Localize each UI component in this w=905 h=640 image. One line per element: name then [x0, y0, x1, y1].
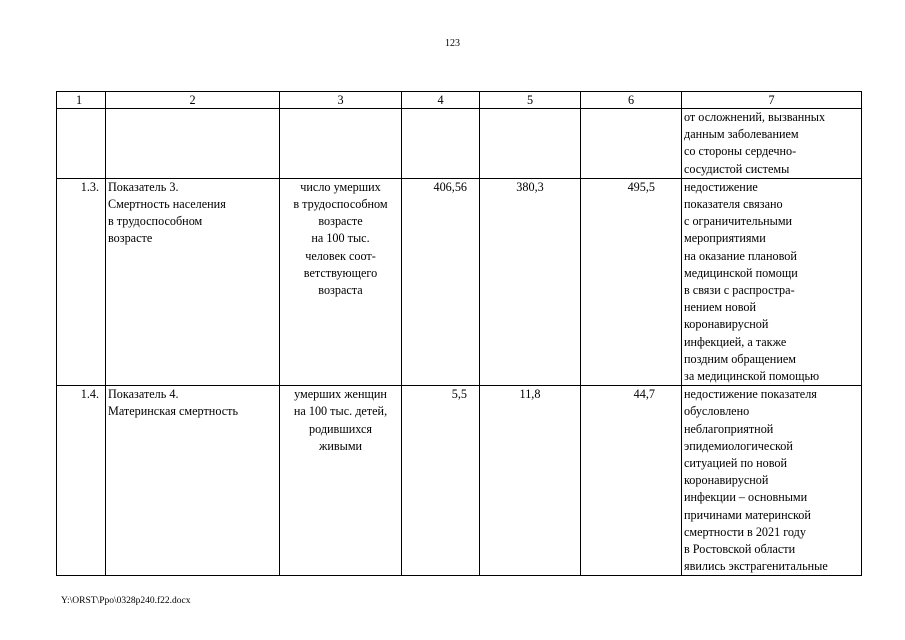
unit-cell-line: число умерших — [300, 179, 381, 194]
comment-cell-line: поздним обращением — [684, 351, 796, 366]
value-col6-cell: 44,7 — [581, 386, 682, 576]
value-col4-cell: 5,5 — [402, 386, 480, 576]
unit-cell-line: умерших женщин — [294, 387, 387, 402]
value-col5-cell — [480, 109, 581, 179]
comment-cell-line: эпидемиологической — [684, 438, 793, 453]
header-col-4: 4 — [402, 92, 480, 109]
comment-cell-line: с ограничительными — [684, 214, 793, 229]
comment-cell-line: на оказание плановой — [684, 248, 797, 263]
value-col4-cell — [402, 109, 480, 179]
header-col-7: 7 — [682, 92, 862, 109]
header-col-1: 1 — [57, 92, 106, 109]
unit-cell-line: в трудоспособном — [293, 197, 388, 212]
table-row — [57, 178, 862, 385]
row-number-cell: 1.3. — [57, 178, 106, 385]
value-col6-cell: 495,5 — [581, 178, 682, 385]
comment-cell-line: со стороны сердечно- — [684, 144, 797, 159]
document-table — [56, 91, 862, 576]
indicator-cell-line: Показатель 3. — [108, 179, 179, 194]
unit-cell-line: родившихся — [309, 421, 372, 436]
comment-cell-line: коронавирусной — [684, 317, 769, 332]
comment-cell-line: в связи с распростра- — [684, 283, 795, 298]
unit-cell-line: возраста — [318, 283, 363, 298]
comment-cell — [682, 109, 862, 179]
value-col5-cell: 11,8 — [480, 386, 581, 576]
indicator-cell-line: в трудоспособном — [108, 214, 203, 229]
value-col5-cell: 380,3 — [480, 178, 581, 385]
unit-cell — [280, 386, 402, 576]
unit-cell — [280, 178, 402, 385]
indicator-cell-line: Смертность населения — [108, 197, 226, 212]
unit-cell-line: живыми — [318, 438, 363, 453]
unit-cell-line: возрасте — [318, 214, 363, 229]
unit-cell-line: человек соот- — [305, 248, 376, 263]
comment-cell — [682, 178, 862, 385]
unit-cell-line: на 100 тыс. — [311, 231, 370, 246]
indicator-cell-line: Показатель 4. — [108, 387, 179, 402]
comment-cell-line: ситуацией по новой — [684, 456, 788, 471]
comment-cell-line: сосудистой системы — [684, 161, 790, 176]
table-row — [57, 109, 862, 179]
comment-cell-line: недостижение — [684, 179, 758, 194]
indicator-cell-line: возрасте — [108, 231, 153, 246]
unit-cell-line: ветствующего — [303, 265, 378, 280]
comment-cell-line: смертности в 2021 году — [684, 524, 806, 539]
unit-cell — [280, 109, 402, 179]
comment-cell-line: причинами материнской — [684, 507, 811, 522]
unit-cell-line: на 100 тыс. детей, — [293, 404, 388, 419]
value-col4-cell: 406,56 — [402, 178, 480, 385]
comment-cell-line: за медицинской помощью — [684, 369, 820, 384]
comment-cell-line: явились экстрагенитальные — [684, 559, 828, 574]
comment-cell-line: показателя связано — [684, 197, 783, 212]
header-col-6: 6 — [581, 92, 682, 109]
comment-cell-line: инфекции – основными — [684, 490, 808, 505]
comment-cell-line: мероприятиями — [684, 231, 766, 246]
file-path-footer: Y:\ORST\Ppo\0328p240.f22.docx — [61, 596, 191, 606]
header-col-2: 2 — [106, 92, 280, 109]
value-col6-cell — [581, 109, 682, 179]
header-col-5: 5 — [480, 92, 581, 109]
comment-cell-line: недостижение показателя — [684, 387, 817, 402]
indicator-cell-line: Материнская смертность — [108, 404, 239, 419]
comment-cell — [682, 386, 862, 576]
indicator-cell — [106, 386, 280, 576]
indicator-cell — [106, 178, 280, 385]
table-header-row — [57, 92, 862, 109]
page-number: 123 — [445, 38, 460, 49]
comment-cell-line: неблагоприятной — [684, 421, 774, 436]
row-number-cell: 1.4. — [57, 386, 106, 576]
table-row — [57, 386, 862, 576]
header-col-3: 3 — [280, 92, 402, 109]
comment-cell-line: обусловлено — [684, 404, 750, 419]
indicator-cell — [106, 109, 280, 179]
comment-cell-line: коронавирусной — [684, 473, 769, 488]
comment-cell-line: в Ростовской области — [684, 542, 796, 557]
comment-cell-line: инфекцией, а также — [684, 334, 787, 349]
comment-cell-line: медицинской помощи — [684, 265, 798, 280]
comment-cell-line: нением новой — [684, 300, 757, 315]
row-number-cell — [57, 109, 106, 179]
comment-cell-line: от осложнений, вызванных — [684, 110, 826, 124]
comment-cell-line: данным заболеванием — [684, 127, 799, 142]
